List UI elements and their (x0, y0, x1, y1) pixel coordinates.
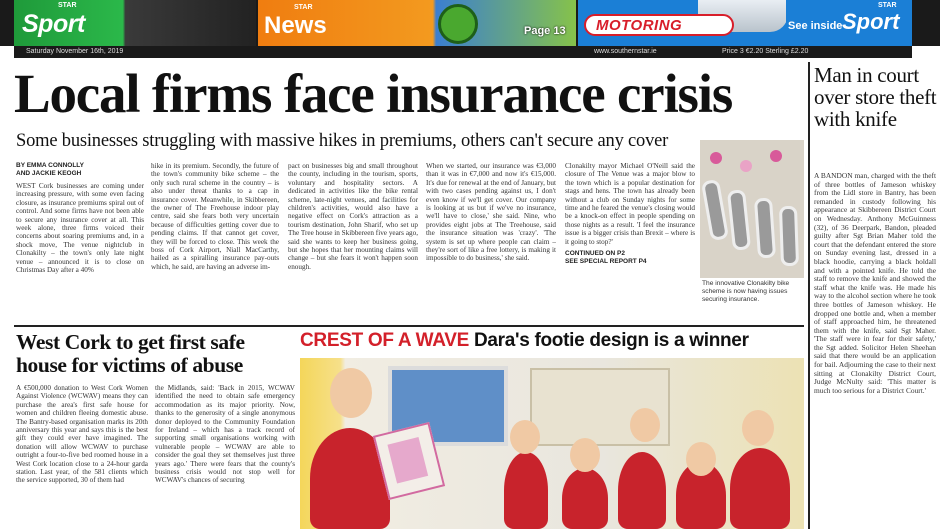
bike-shape (754, 197, 776, 258)
date-bar (14, 46, 912, 58)
promo-sport-tile[interactable] (14, 0, 256, 46)
promo-news-tile[interactable] (258, 0, 576, 46)
child-head (510, 420, 540, 454)
child-figure (504, 452, 548, 529)
lead-subheadline: Some businesses struggling with massive hikes in premiums, others can't secure any cover (16, 131, 669, 151)
child-head (330, 368, 372, 418)
promo-sport-label: Sport (22, 10, 85, 38)
lead-byline-2: AND JACKIE KEOGH (16, 170, 82, 177)
promo-sport-inside-label: Sport (842, 9, 900, 34)
flower-shape (710, 152, 722, 164)
crest-label: CREST OF A WAVE (300, 330, 469, 351)
classroom-photo (300, 358, 804, 529)
promo-strip (0, 0, 940, 46)
continued-on: CONTINUED ON P2 (565, 250, 625, 258)
promo-news-star: STAR (294, 4, 313, 11)
bike-shape (779, 206, 799, 267)
child-figure (562, 468, 608, 529)
bike-shape (701, 179, 729, 241)
bike-photo-caption: The innovative Clonakilty bike scheme is now having issues securing insurance. (702, 280, 790, 303)
child-head (742, 410, 774, 446)
promo-motoring-label: MOTORING (596, 17, 683, 34)
safe-house-headline: West Cork to get first safe house for victims of abuse (16, 330, 245, 377)
lead-column-3: pact on businesses big and small throughout the county, including in the tourism, sports, voluntary and hospitality sectors. A dedicated in activities like the bike rental scheme, late-night venues, and facilities for children's activities, would also have a negative effect on Cork's attraction as a tourism destination, John Sharif, who set up The Tree house in Skibbereen five years ago, said she wants to keep her business going, but she hopes that her mounting claims will change – but she fears it won't happen soon enough. (288, 162, 418, 271)
lead-column-5 (565, 162, 695, 322)
flower-shape (770, 150, 782, 162)
promo-news-label: News (264, 12, 327, 39)
continued-note (565, 250, 695, 266)
side-story-headline: Man in court over store theft with knife (814, 63, 937, 131)
bike-shape (727, 189, 751, 251)
website-link[interactable]: www.southernstar.ie (594, 48, 657, 55)
promo-news-page: Page 13 (524, 25, 566, 37)
promo-sport-inside-star: STAR (878, 2, 897, 9)
promo-see-inside: See inside (788, 20, 843, 32)
lead-byline-1: BY EMMA CONNOLLY (16, 162, 85, 169)
promo-motoring-tile[interactable] (578, 0, 786, 46)
child-figure (618, 452, 666, 529)
safe-house-column-2: the Midlands, said: 'Back in 2015, WCWAV identified the need to obtain safe emergency accommodation as its major priority. Now, thanks to the generosity of a single anonymous donor deployed to the Community Foundation for Ireland – which has a track record of supporting small organisations working with vulnerable people – WCWAV are able to consider the goal they set themselves just three years ago.' There were fears that the county's business crisis would not stop well for WCWAV's chances of securing (155, 384, 295, 485)
crest-banner (300, 330, 804, 352)
bike-scheme-photo (700, 140, 804, 278)
jersey-design-icon (387, 437, 428, 484)
promo-sport-inside-tile[interactable] (786, 0, 912, 46)
column-divider (808, 62, 810, 529)
lead-byline (16, 162, 144, 178)
lead-column-1-text: WEST Cork businesses are coming under increasing pressure, with some even facing closure, as insurance premiums spiral out of control. And some firms have not been able to secure any insurance cover at all. This week alone, three firms voiced their concerns about soaring premiums and, in a shock move, The venue nightclub in Clonakilty – the town's only late night venue – announced it is to close on Christmas Day after a 40% (16, 182, 144, 275)
child-head (686, 442, 716, 476)
child-head (630, 408, 660, 442)
lead-headline: Local firms face insurance crisis (14, 63, 733, 124)
section-divider (14, 325, 804, 327)
flower-shape (740, 160, 752, 172)
lead-column-5-text: Clonakilty mayor Michael O'Neill said the closure of The Venue was a major blow to the town which is a popular destination for stags and hens. The town has already been without a club on Sunday nights for some time and he feared the venue's closing would be a knock-on effect in people spending on those nights as a result. 'I feel the insurance issue is a bigger crisis than Brexit – where is it going to stop?' (565, 162, 695, 246)
issue-price: Price 3 €2.20 Sterling £2.20 (722, 48, 809, 55)
motoring-badge (584, 14, 734, 36)
lead-column-1 (16, 162, 144, 322)
child-figure (730, 448, 790, 529)
see-special-report: SEE SPECIAL REPORT P4 (565, 258, 647, 266)
child-head (570, 438, 600, 472)
crest-headline: Dara's footie design is a winner (473, 330, 749, 351)
lead-column-2: hike in its premium. Secondly, the future of the town's community bike scheme – the only such rural scheme in the country – is also under threat thanks to a cap in insurance cover. Meanwhile, in Skibbereen, the owner of The Freehouse indoor play centre, said she fears both very uncertain because of difficulties getting cover due to pending claims. If that cannot get cover, they will be forced to close. This week the boss of Cork Airport, Niall MacCarthy, hailed as a spiralling insurance pay-outs which, he said, are having an adverse im- (151, 162, 279, 271)
football-icon (438, 4, 478, 44)
safe-house-column-1: A €500,000 donation to West Cork Women Against Violence (WCWAV) means they can purchase the area's first safe house for women and children fleeing domestic abuse. The Bantry-based organisation marks its 20th anniversary this year and says this is the best gift they could ever have imagined. The donation will allow WCWAV to purchase outright a four-to-five bed roomed house in a West Cork location close to a 24-hour garda station. Last year, of the 581 clients which the service supported, 30 of them had (16, 384, 148, 485)
issue-date: Saturday November 16th, 2019 (26, 48, 124, 55)
promo-sport-star: STAR (58, 2, 77, 9)
side-story-body: A BANDON man, charged with the theft of three bottles of Jameson whiskey from the Lidl store in Bantry, has been remanded in custody following his appearance at Skibbereen District Court on Wednesday. Anthony McGuinness (32), of 36 Deerpark, Bandon, pleaded guilty after Sgt Brian Maher told the court that the defendant entered the store on Sunday evening last, dressed in a black hoodie, carrying a black holdall and with a pointed knife. He told the staff to remove the knife and showed the staff what the knife was. He made his way to the alcohol section where he took three bottles of Jameson whiskey. He dropped one bottle and, when a member of staff approached him, he threatened them with the knife, said Sgt Maher. 'The staff were in fear for their safety,' the Sgt added. Solicitor Helen Sheehan said that there would be an application for bail. Adjourning the case to their next sitting at Clonakilty District Court, Judge McNulty said: 'This matter is much too serious for a District Court.' (814, 172, 936, 395)
lead-column-4: When we started, our insurance was €3,000 than it was in €7,000 and now it's €15,000. It's due for renewal at the end of January, but with two cases pending against us, I don't even know if we'll get cover. Our company is looking at us but if we've no insurance, we'll have to close,' she said. Nine, who provides eight jobs at The Treehouse, said the insurance situation was 'crazy'. 'The system is set up where people can claim – they're sort of like a free lottery, is making it impossible to do business,' she said. (426, 162, 556, 263)
